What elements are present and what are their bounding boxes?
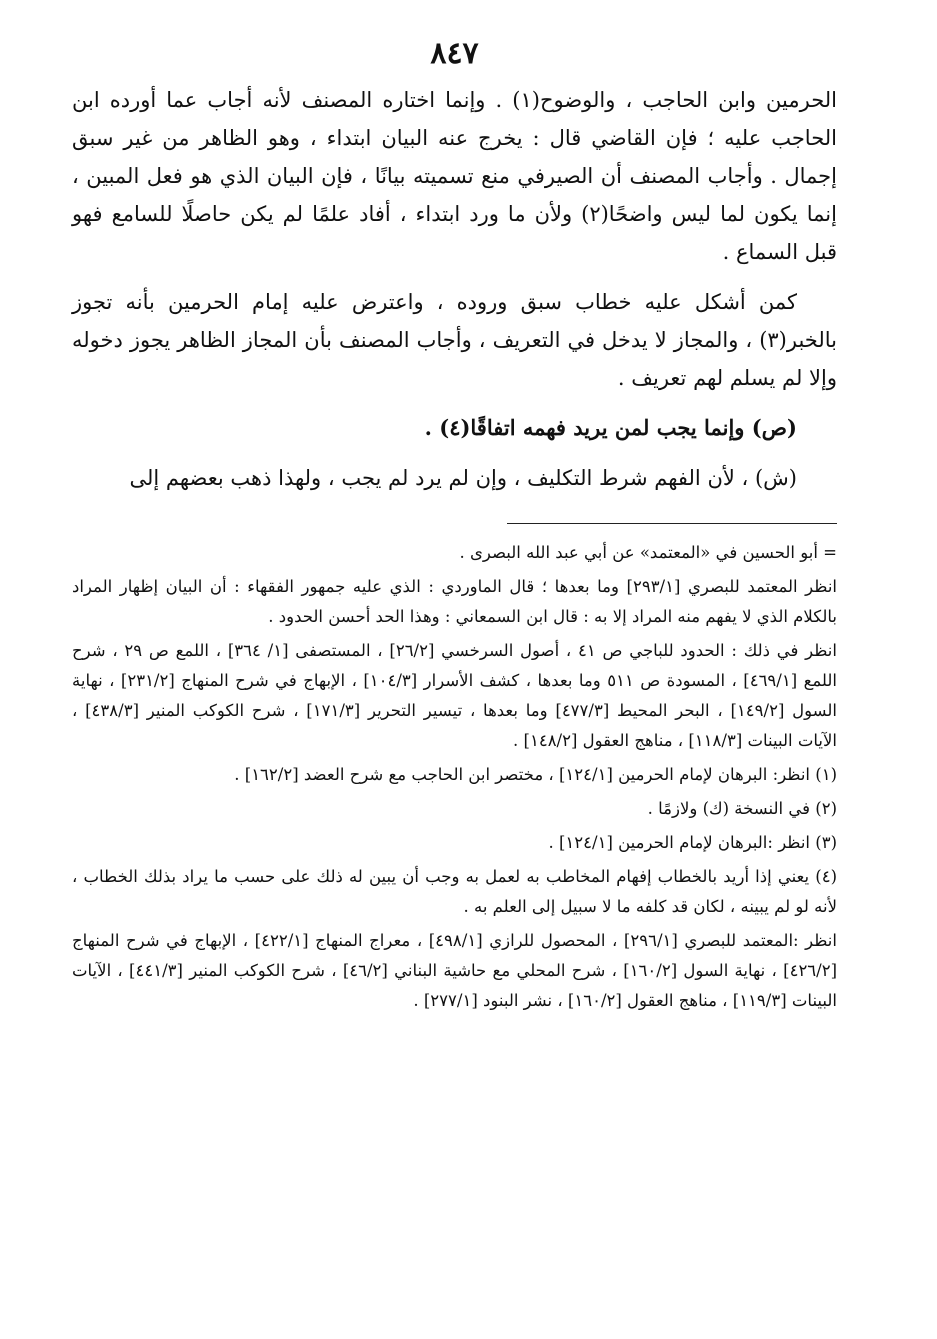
matn-statement: (ص) وإنما يجب لمن يريد فهمه اتفاقًا(٤) . [424, 415, 797, 440]
footnote-continuation: انظر في ذلك : الحدود للباجي ص ٤١ ، أصول السرخسي [٢٦/٢] ، المستصفى [١/ ٣٦٤] ، اللمع ص ٢٩ ، شرح اللمع [٤٦٩/١] ، المسودة ص ٥١١ وما بعدها ، كشف الأسرار [١٠٤/٣] ، الإبهاج في شرح المنهاج [٢٣١/٢] ، نهاية السول [١٤٩/٢] ، البحر المحيط [٤٧٧/٣] وما بعدها ، تيسير التحرير [١٧١/٣] ، شرح الكوكب المنير [٤٣٨/٣] ، الآيات البينات [١١٨/٣] ، مناهج العقول [١٤٨/٢] . [72, 641, 838, 750]
main-paragraph: كمن أشكل عليه خطاب سبق وروده ، واعترض عليه إمام الحرمين بأنه تجوز بالخبر(٣) ، والمجاز لا يدخل في التعريف ، وأجاب المصنف بأن المجاز الظاهر يجوز دخوله وإلا لم يسلم لهم تعريف . [72, 290, 837, 390]
main-paragraph: الحرمين وابن الحاجب ، والوضوح(١) . وإنما اختاره المصنف لأنه أجاب عما أورده ابن الحاجب عليه ؛ فإن القاضي قال : يخرج عنه البيان ابتداء ، وهو الظاهر من غير سبق إجمال . وأجاب المصنف أن الصيرفي منع تسميته بيانًا ، فإن البيان الذي هو فعل المبين ، إنما يكون لما ليس واضحًا(٢) ولأن ما ورد ابتداء ، أفاد علمًا لم يكن حاصلًا للسامع فهو قبل السماع . [72, 88, 837, 264]
footnote-1: (١) انظر: البرهان لإمام الحرمين [١٢٤/١] ، مختصر ابن الحاجب مع شرح العضد [١٦٢/٢] . [234, 765, 837, 784]
main-text [72, 81, 837, 497]
footnote-2: (٢) في النسخة (ك) ولازمًا . [647, 799, 837, 818]
footnote-continuation: انظر المعتمد للبصري [٢٩٣/١] وما بعدها ؛ قال الماوردي : الذي عليه جمهور الفقهاء : أن البيان إظهار المراد بالكلام الذي لا يفهم منه المراد إلا به : قال ابن السمعاني : وهذا الحد أحسن الحدود . [72, 577, 837, 626]
page-number: ٨٤٧ [430, 36, 479, 71]
footnote-4: (٤) يعني إذا أريد بالخطاب إفهام المخاطب به لعمل به وجب أن يبين له ذلك على حسب ما يراد بذلك الخطاب ، لأنه لو لم يبينه ، لكان قد كلفه ما لا سبيل إلى العلم به . [72, 867, 837, 916]
footnote-3: (٣) انظر :البرهان لإمام الحرمين [١٢٤/١] . [548, 833, 837, 852]
footnote-divider [507, 523, 837, 524]
footnote-4-references: انظر :المعتمد للبصري [٢٩٦/١] ، المحصول للرازي [٤٩٨/١] ، معراج المنهاج [٤٢٢/١] ، الإبهاج في شرح المنهاج [٤٢٦/٢] ، نهاية السول [١٦٠/٢] ، شرح المحلي مع حاشية البناني [٤٦/٢] ، شرح الكوكب المنير [٤٤١/٣] ، الآيات البينات [١١٩/٣] ، مناهج العقول [١٦٠/٢] ، نشر البنود [٢٧٧/١] . [72, 931, 838, 1010]
sharh-commentary: (ش) ، لأن الفهم شرط التكليف ، وإن لم يرد لم يجب ، ولهذا ذهب بعضهم إلى [129, 466, 797, 490]
footnote-continuation: = أبو الحسين في «المعتمد» عن أبي عبد الله البصرى . [459, 543, 837, 562]
footnotes [72, 538, 837, 1016]
